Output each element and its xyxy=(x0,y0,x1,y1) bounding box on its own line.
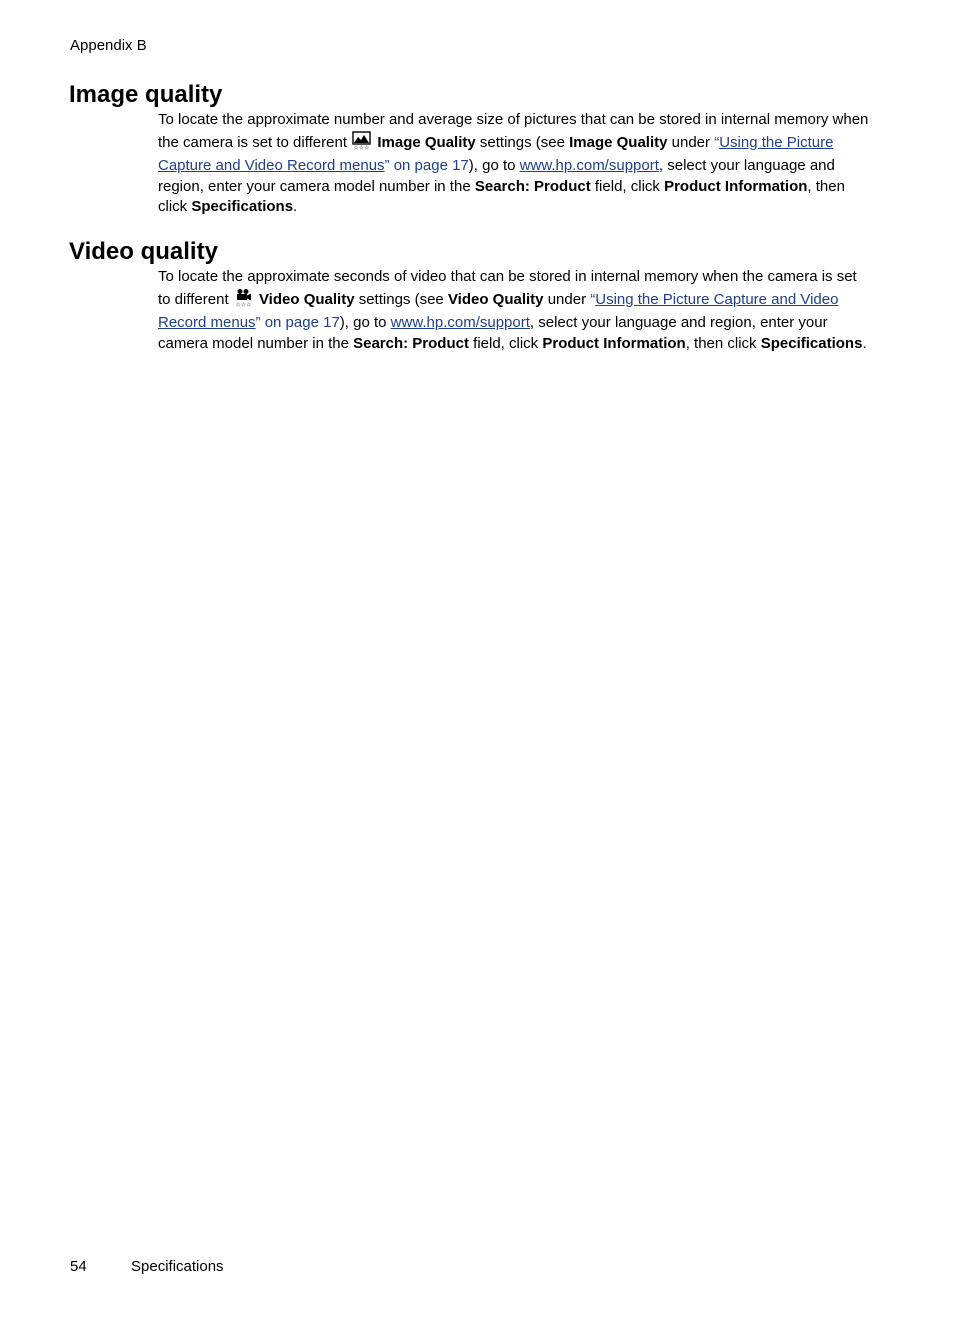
link-open-quote: “ xyxy=(590,290,596,308)
image-quality-paragraph xyxy=(158,110,870,218)
image-quality-heading: Image quality xyxy=(69,81,223,108)
text-segment: field, click xyxy=(473,334,539,352)
footer-section-label: Specifications xyxy=(131,1258,224,1275)
link-open-quote: “ xyxy=(714,133,720,151)
image-quality-icon xyxy=(352,131,371,157)
url-text: www.hp.com/support xyxy=(519,157,659,174)
url-text: www.hp.com/support xyxy=(390,314,530,331)
text-segment: ), go to xyxy=(339,314,387,331)
video-quality-ref-label: Video Quality xyxy=(447,290,544,308)
video-quality-heading: Video quality xyxy=(69,238,218,265)
svg-text:☆☆☆: ☆☆☆ xyxy=(235,301,252,307)
text-segment: field, click xyxy=(594,177,660,195)
text-segment: To locate the approximate seconds of video that can be stored in internal memory when the camera is set to different xyxy=(158,268,857,308)
text-segment: . xyxy=(862,334,867,352)
text-segment: To locate the approximate number and average size of pictures that can be stored in internal memory when the camera is set to different xyxy=(158,111,869,151)
link-text: Using the Picture Capture and Video Record menus xyxy=(158,290,839,331)
link-page: ” on page 17 xyxy=(255,314,340,331)
text-segment: , select your language and region, enter your camera model number in the xyxy=(158,157,835,195)
svg-text:☆☆☆: ☆☆☆ xyxy=(353,144,370,150)
running-head: Appendix B xyxy=(70,37,147,54)
text-segment: settings (see xyxy=(479,133,565,151)
product-information-label: Product Information xyxy=(542,334,686,352)
text-segment: , then click xyxy=(158,177,845,215)
support-url-link[interactable] xyxy=(520,157,659,174)
support-url-link[interactable] xyxy=(391,314,530,331)
search-product-field-label: Search: Product xyxy=(353,334,469,352)
link-text: Using the Picture Capture and Video Record menus xyxy=(158,133,834,174)
video-quality-setting-label: Video Quality xyxy=(258,290,355,308)
text-segment: under xyxy=(671,133,711,151)
page-number: 54 xyxy=(70,1258,87,1275)
specifications-label: Specifications xyxy=(760,334,863,352)
text-segment: , then click xyxy=(685,334,757,352)
video-quality-paragraph xyxy=(158,267,870,354)
text-segment: ), go to xyxy=(468,157,516,174)
video-quality-icon xyxy=(234,288,253,314)
specifications-label: Specifications xyxy=(191,198,294,215)
search-product-field-label: Search: Product xyxy=(474,177,591,195)
text-segment: under xyxy=(547,290,587,308)
image-quality-ref-label: Image Quality xyxy=(569,133,668,151)
text-segment: settings (see xyxy=(358,290,444,308)
link-page: ” on page 17 xyxy=(384,157,469,174)
image-quality-setting-label: Image Quality xyxy=(377,133,476,151)
product-information-label: Product Information xyxy=(664,177,808,195)
text-segment: , select your language and region, enter your camera model number in the xyxy=(158,314,828,352)
text-segment: . xyxy=(293,198,298,215)
